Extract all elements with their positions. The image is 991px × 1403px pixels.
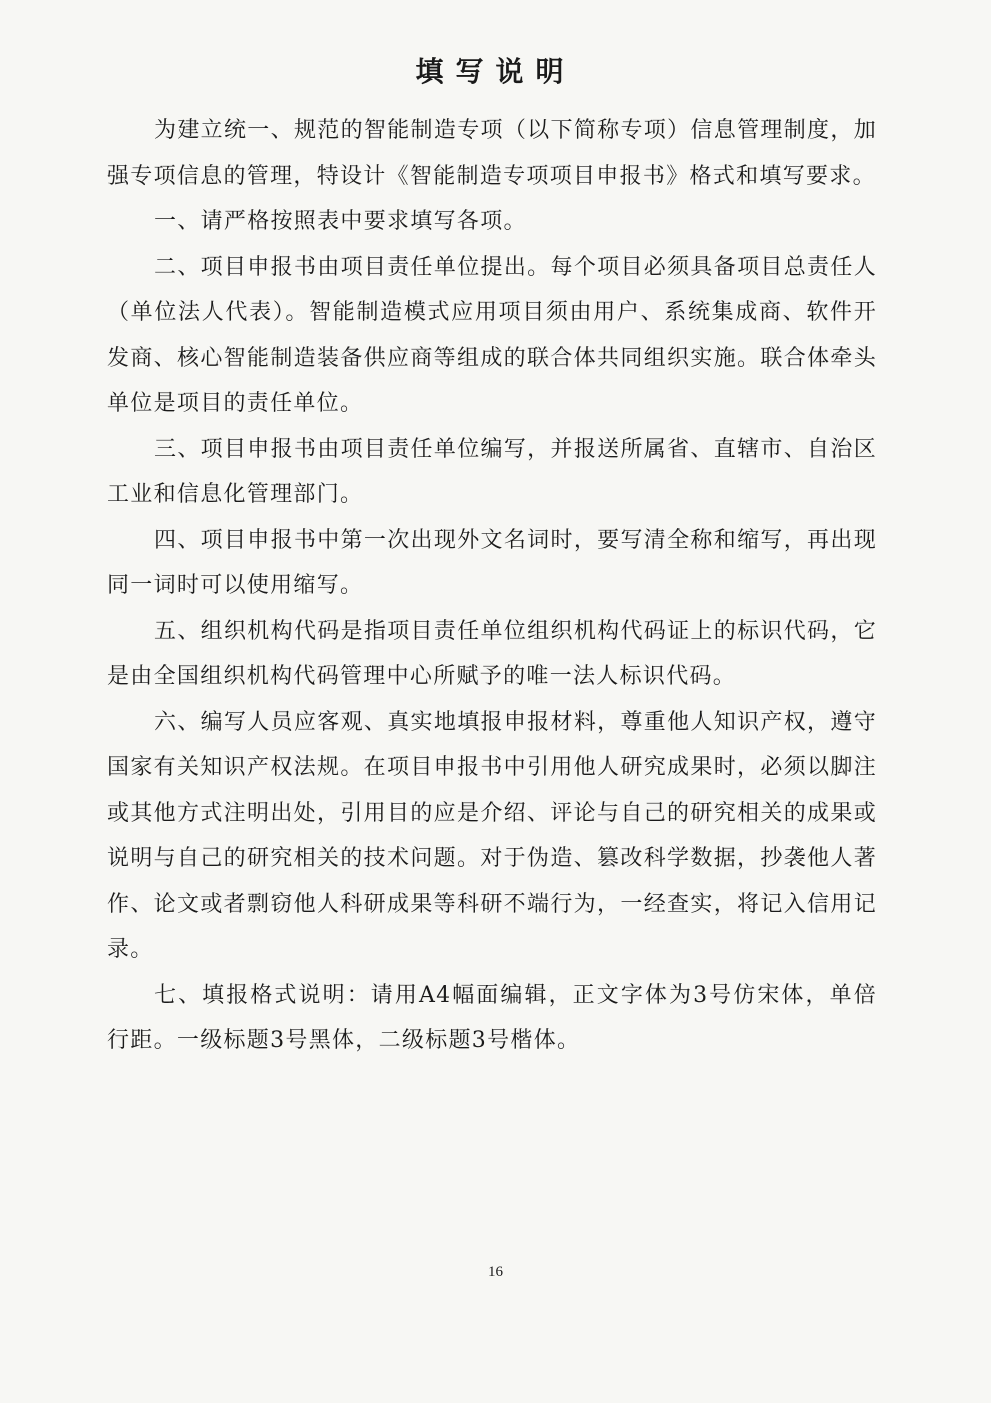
intro-paragraph: 为建立统一、规范的智能制造专项（以下简称专项）信息管理制度，加强专项信息的管理，特设计《智能制造专项项目申报书》格式和填写要求。 [107, 118, 877, 189]
instruction-item-6: 六、编写人员应客观、真实地填报申报材料，尊重他人知识产权，遵守国家有关知识产权法规。在项目申报书中引用他人研究成果时，必须以脚注或其他方式注明出处，引用目的应是介绍、评论与自己的研究相关的成果或说明与自己的研究相关的技术问题。对于伪造、篡改科学数据，抄袭他人著作、论文或者剽窃他人科研成果等科研不端行为，一经查实，将记入信用记录。 [107, 709, 877, 962]
instruction-item-7: 七、填报格式说明：请用A4幅面编辑，正文字体为3号仿宋体，单倍行距。一级标题3号黑体，二级标题3号楷体。 [107, 982, 877, 1053]
instruction-item-3: 三、项目申报书由项目责任单位编写，并报送所属省、直辖市、自治区工业和信息化管理部门。 [107, 436, 877, 507]
page-number: 16 [488, 1264, 503, 1280]
instruction-item-1: 一、请严格按照表中要求填写各项。 [154, 209, 527, 234]
instruction-item-4: 四、项目申报书中第一次出现外文名词时，要写清全称和缩写，再出现同一词时可以使用缩写。 [107, 527, 877, 598]
page-title: 填写说明 [415, 55, 576, 88]
instructions-body [107, 108, 877, 1064]
instruction-item-2: 二、项目申报书由项目责任单位提出。每个项目必须具备项目总责任人（单位法人代表）。智能制造模式应用项目须由用户、系统集成商、软件开发商、核心智能制造装备供应商等组成的联合体共同组织实施。联合体牵头单位是项目的责任单位。 [107, 254, 877, 416]
instruction-item-5: 五、组织机构代码是指项目责任单位组织机构代码证上的标识代码，它是由全国组织机构代码管理中心所赋予的唯一法人标识代码。 [107, 618, 877, 689]
